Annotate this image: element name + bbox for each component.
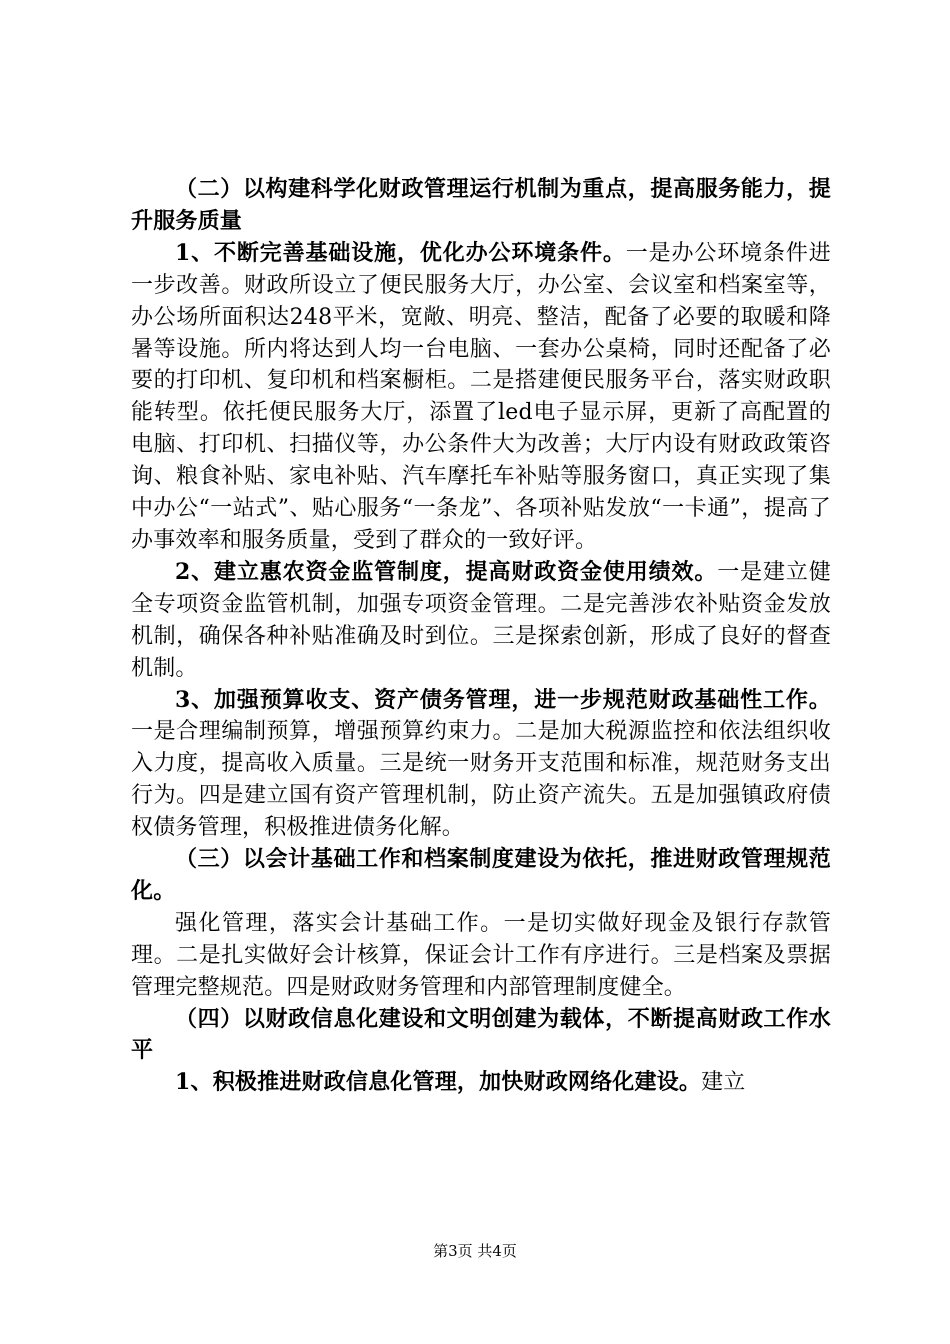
page-footer: 第3页 共4页	[433, 1242, 517, 1260]
paragraph-lead: 3、加强预算收支、资产债务管理，进一步规范财政基础性工作。	[175, 686, 831, 713]
paragraph-lead: 1、积极推进财政信息化管理，加快财政网络化建设。	[175, 1069, 702, 1096]
paragraph-1	[131, 238, 831, 557]
paragraph-body: 一是合理编制预算，增强预算约束力。二是加大税源监控和依法组织收入力度，提高收入质量。三是统一财务开支范围和标准，规范财务支出行为。四是建立国有资产管理机制，防止资产流失。五是加强镇政府债权债务管理，积极推进债务化解。	[131, 719, 831, 841]
paragraph-5	[131, 1067, 831, 1099]
document-body	[131, 174, 831, 1099]
paragraph-2	[131, 557, 831, 685]
section-heading-4: （四）以财政信息化建设和文明创建为载体，不断提高财政工作水平	[131, 1005, 831, 1064]
paragraph-body: 建立	[701, 1070, 746, 1096]
paragraph-3	[131, 685, 831, 845]
paragraph-lead: 1、不断完善基础设施，优化办公环境条件。	[175, 239, 626, 266]
paragraph-lead: 2、建立惠农资金监管制度，提高财政资金使用绩效。	[175, 558, 718, 585]
section-heading-2: （二）以构建科学化财政管理运行机制为重点，提高服务能力，提升服务质量	[131, 176, 831, 234]
paragraph-4	[131, 908, 831, 1004]
paragraph-body: 一是建立健全专项资金监管机制，加强专项资金管理。二是完善涉农补贴资金发放机制，确保各种补贴准确及时到位。三是探索创新，形成了良好的督查机制。	[131, 559, 831, 681]
paragraph-body: 强化管理，落实会计基础工作。一是切实做好现金及银行存款管理。二是扎实做好会计核算，保证会计工作有序进行。三是档案及票据管理完整规范。四是财政财务管理和内部管理制度健全。	[131, 910, 831, 1000]
section-heading-3: （三）以会计基础工作和档案制度建设为依托，推进财政管理规范化。	[131, 846, 831, 904]
paragraph-body: 一是办公环境条件进一步改善。财政所设立了便民服务大厅，办公室、会议室和档案室等，办公场所面积达248平米，宽敞、明亮、整洁，配备了必要的取暖和降暑等设施。所内将达到人均一台电脑、一套办公桌椅，同时还配备了必要的打印机、复印机和档案橱柜。二是搭建便民服务平台，落实财政职能转型。依托便民服务大厅，添置了led电子显示屏，更新了高配置的电脑、打印机、扫描仪等，办公条件大为改善；大厅内设有财政政策咨询、粮食补贴、家电补贴、汽车摩托车补贴等服务窗口，真正实现了集中办公“一站式”、贴心服务“一条龙”、各项补贴发放“一卡通”，提高了办事效率和服务质量，受到了群众的一致好评。	[131, 240, 831, 553]
